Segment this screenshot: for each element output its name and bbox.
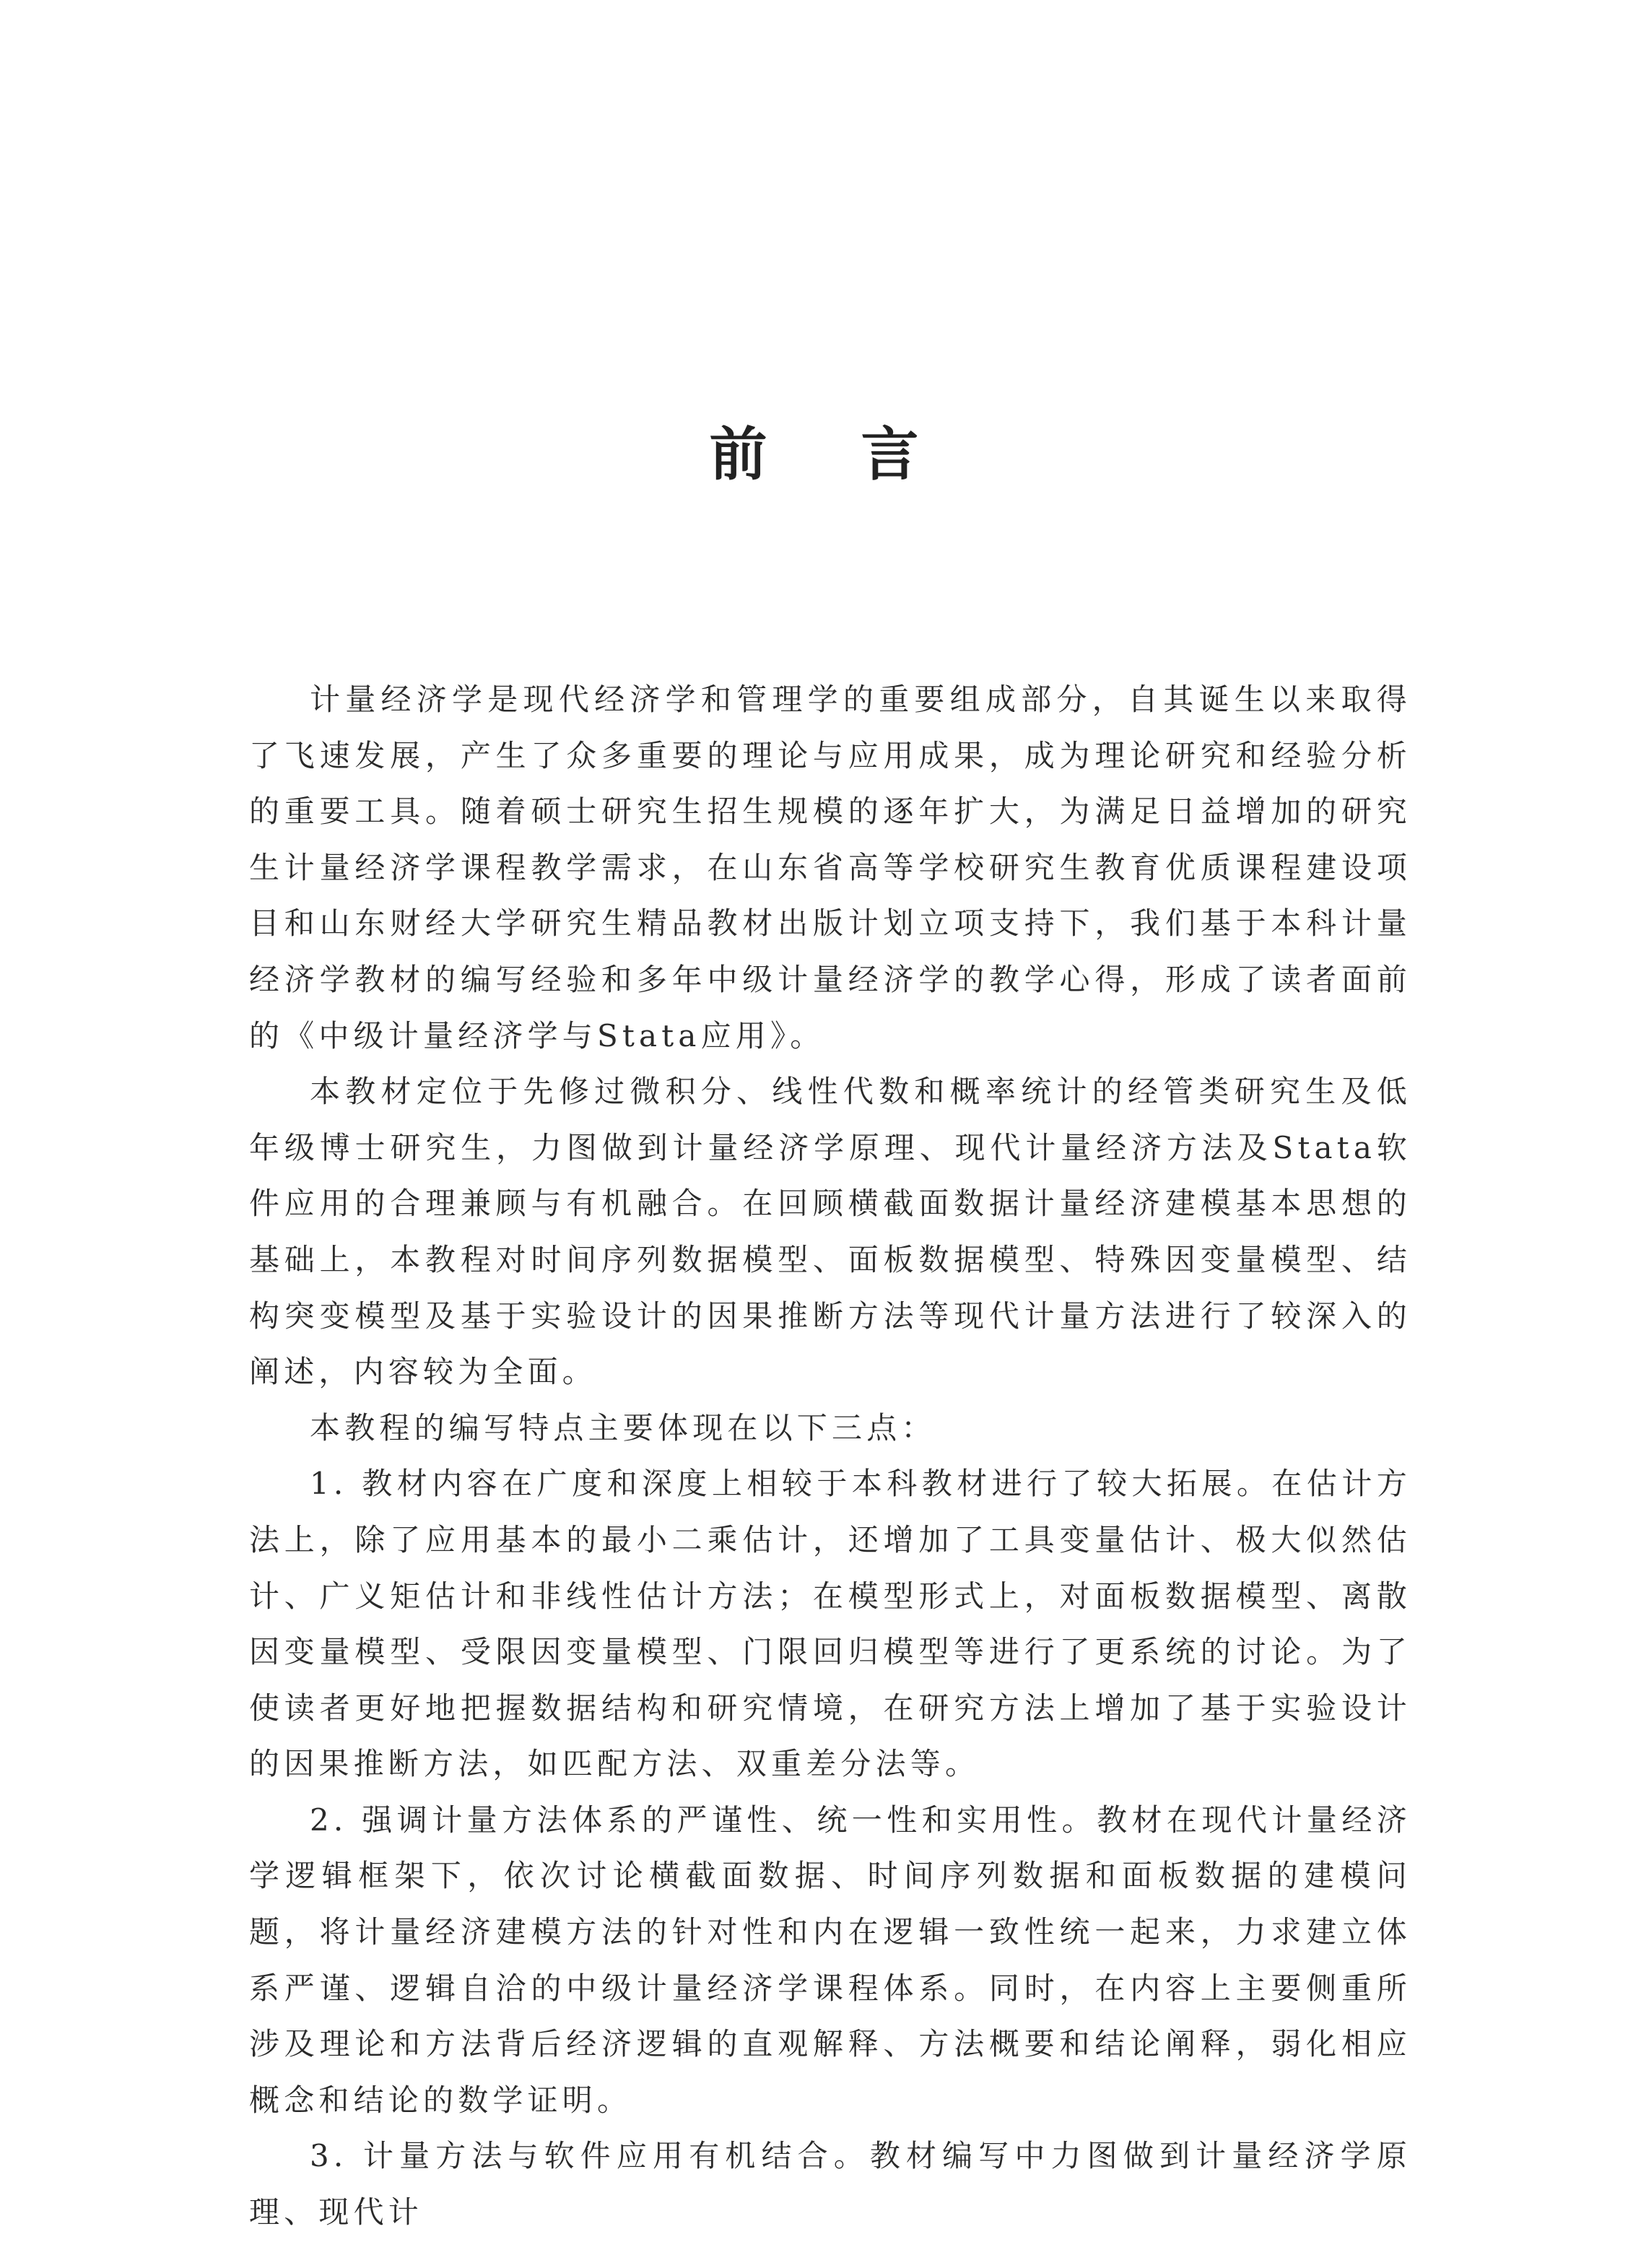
paragraph-positioning: 本教材定位于先修过微积分、线性代数和概率统计的经管类研究生及低年级博士研究生，力图做到计量经济学原理、现代计量经济方法及Stata软件应用的合理兼顾与有机融合。在回顾横截面数据计量经济建模基本思想的基础上，本教程对时间序列数据模型、面板数据模型、特殊因变量模型、结构突变模型及基于实验设计的因果推断方法等现代计量方法进行了较深入的阐述，内容较为全面。 [249,1074,1411,1390]
preface-body [249,672,1411,2241]
paragraph-feature-1: 1. 教材内容在广度和深度上相较于本科教材进行了较大拓展。在估计方法上，除了应用基本的最小二乘估计，还增加了工具变量估计、极大似然估计、广义矩估计和非线性估计方法；在模型形式上，对面板数据模型、离散因变量模型、受限因变量模型、门限回归模型等进行了更系统的讨论。为了使读者更好地把握数据结构和研究情境，在研究方法上增加了基于实验设计的因果推断方法，如匹配方法、双重差分法等。 [249,1466,1411,1782]
paragraph-features-lead: 本教程的编写特点主要体现在以下三点： [310,1409,936,1446]
page-title: 前言 [709,421,1013,488]
paragraph-feature-3: 3. 计量方法与软件应用有机结合。教材编写中力图做到计量经济学原理、现代计 [249,2138,1411,2230]
paragraph-intro: 计量经济学是现代经济学和管理学的重要组成部分，自其诞生以来取得了飞速发展，产生了众多重要的理论与应用成果，成为理论研究和经验分析的重要工具。随着硕士研究生招生规模的逐年扩大，为满足日益增加的研究生计量经济学课程教学需求，在山东省高等学校研究生教育优质课程建设项目和山东财经大学研究生精品教材出版计划立项支持下，我们基于本科计量经济学教材的编写经验和多年中级计量经济学的教学心得，形成了读者面前的《中级计量经济学与Stata应用》。 [249,682,1411,1053]
paragraph-feature-2: 2. 强调计量方法体系的严谨性、统一性和实用性。教材在现代计量经济学逻辑框架下，依次讨论横截面数据、时间序列数据和面板数据的建模问题，将计量经济建模方法的针对性和内在逻辑一致性统一起来，力求建立体系严谨、逻辑自洽的中级计量经济学课程体系。同时，在内容上主要侧重所涉及理论和方法背后经济逻辑的直观解释、方法概要和结论阐释，弱化相应概念和结论的数学证明。 [249,1802,1411,2118]
